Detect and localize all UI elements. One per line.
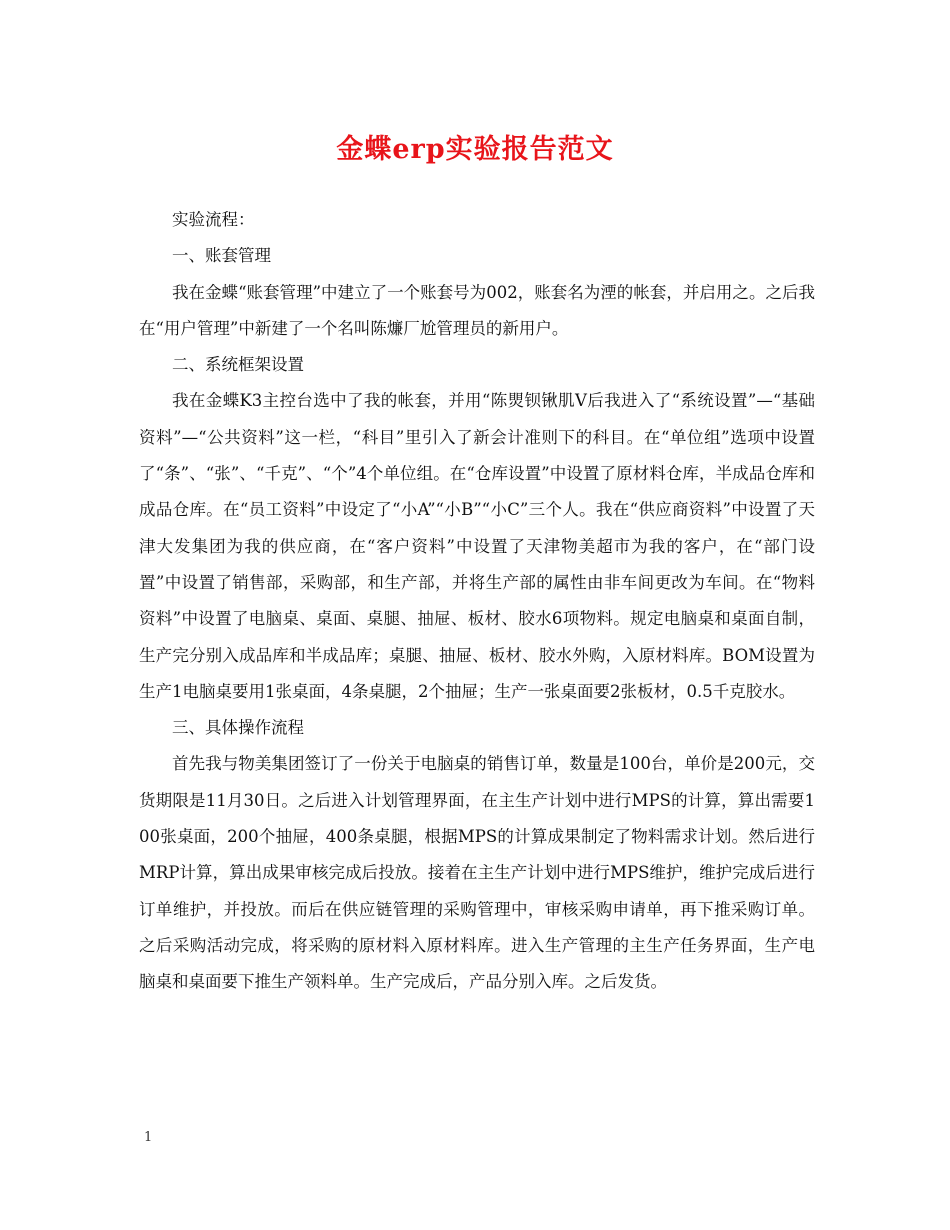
paragraph-system-setup: 我在金蝶K3主控台选中了我的帐套，并用“陈煛钡锹肌Ⅴ后我进入了“系统设置”—“基础资料”—“公共资料”这一栏，“科目”里引入了新会计准则下的科目。在“单位组”选项中设置了“条”、“张”、“千克”、“个”4个单位组。在“仓库设置”中设置了原材料仓库，半成品仓库和成品仓库。在“员工资料”中设定了“小A”“小B”“小C”三个人。我在“供应商资料”中设置了天津大发集团为我的供应商，在“客户资料”中设置了天津物美超市为我的客户，在“部门设置”中设置了销售部，采购部，和生产部，并将生产部的属性由非车间更改为车间。在“物料资料”中设置了电脑桌、桌面、桌腿、抽屉、板材、胶水6项物料。规定电脑桌和桌面自制，生产完分别入成品库和半成品库；桌腿、抽屉、板材、胶水外购，入原材料库。BOM设置为生产1电脑桌要用1张桌面，4条桌腿，2个抽屉；生产一张桌面要2张板材，0.5千克胶水。 [139, 391, 815, 701]
paragraph-account-management: 我在金蝶“账套管理”中建立了一个账套号为002，账套名为湮的帐套，并启用之。之后我在“用户管理”中新建了一个名叫陈燫厂尬管理员的新用户。 [139, 282, 815, 338]
section-heading-operation-flow: 三、具体操作流程 [172, 718, 304, 738]
paragraph-operation-flow: 首先我与物美集团签订了一份关于电脑桌的销售订单，数量是100台，单价是200元，交货期限是11月30日。之后进入计划管理界面，在主生产计划中进行MPS的计算，算出需要100张桌面，200个抽屉，400条桌腿，根据MPS的计算成果制定了物料需求计划。然后进行MRP计算，算出成果审核完成后投放。接着在主生产计划中进行MPS维护，维护完成后进行订单维护，并投放。而后在供应链管理的采购管理中，审核采购申请单，再下推采购订单。之后采购活动完成，将采购的原材料入原材料库。进入生产管理的主生产任务界面，生产电脑桌和桌面要下推生产领料单。生产完成后，产品分别入库。之后发货。 [139, 754, 815, 992]
section-heading-system-setup: 二、系统框架设置 [172, 355, 304, 375]
document-body [139, 202, 815, 1001]
document-title: 金蝶erp实验报告范文 [336, 134, 614, 165]
section-heading-account-management: 一、账套管理 [172, 246, 271, 266]
page-number: 1 [144, 1130, 153, 1145]
paragraph-process-heading: 实验流程： [172, 210, 255, 229]
